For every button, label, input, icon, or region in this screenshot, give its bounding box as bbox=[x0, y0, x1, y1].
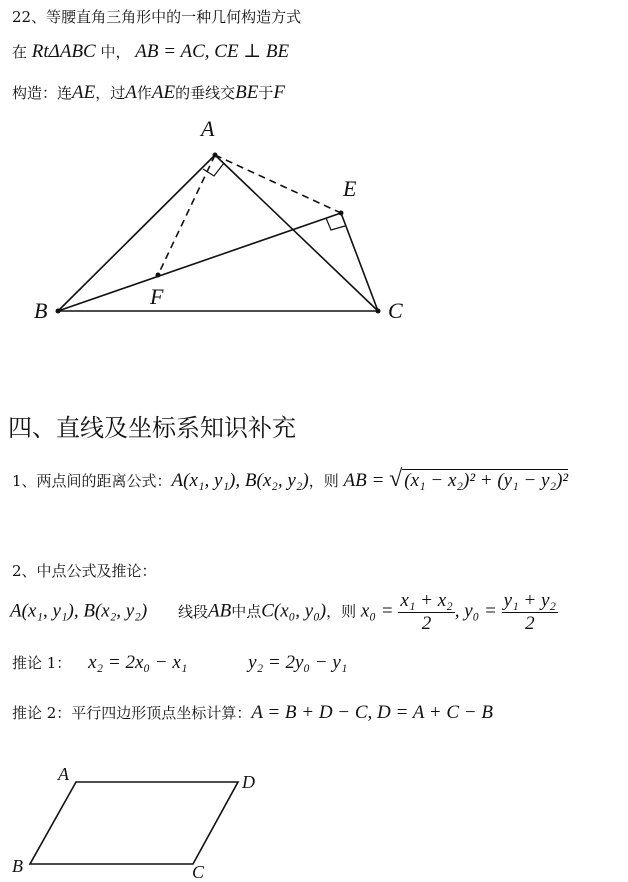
construct-text-1: ，过 bbox=[95, 84, 126, 102]
item1-radicand: (x₁ − x₂)² + (y₁ − y₂)² bbox=[404, 470, 569, 491]
item2-ab: AB bbox=[207, 600, 232, 622]
corollary1-line bbox=[12, 652, 347, 674]
item2-points: A(x₁, y₁), B(x₂, y₂) bbox=[10, 600, 148, 622]
item2-c: C(x₀, y₀) bbox=[261, 600, 327, 622]
given-mid: 中， bbox=[100, 43, 131, 61]
segment-be bbox=[58, 213, 341, 311]
point-c bbox=[376, 309, 381, 314]
segment-af-dashed bbox=[158, 155, 215, 275]
item2-seg: 线段 bbox=[177, 602, 208, 621]
midpoint-formula-line bbox=[10, 590, 558, 635]
para-label-d: D bbox=[242, 772, 255, 792]
item2-mid: 中点 bbox=[231, 602, 262, 621]
point-f bbox=[156, 273, 161, 278]
parallelogram-figure bbox=[0, 760, 628, 882]
x-fraction bbox=[398, 590, 454, 635]
point-b bbox=[56, 309, 61, 314]
para-label-b: B bbox=[12, 856, 23, 876]
label-e: E bbox=[343, 176, 357, 201]
item2-y0: , y₀ = bbox=[454, 600, 497, 622]
y-fraction-num: y₁ + y₂ bbox=[503, 590, 557, 611]
segment-ab bbox=[58, 155, 215, 311]
item1-then: ，则 bbox=[308, 472, 339, 490]
x-fraction-num: x₁ + x₂ bbox=[400, 590, 453, 611]
section-title: 四、直线及坐标系知识补充 bbox=[8, 414, 296, 442]
parallelogram-shape bbox=[30, 782, 238, 864]
segment-ec bbox=[341, 213, 378, 311]
construct-prefix: 构造：连 bbox=[12, 84, 73, 102]
segment-ae-dashed bbox=[215, 155, 341, 213]
construct-ae-2: AE bbox=[151, 82, 176, 103]
point-a bbox=[213, 153, 218, 158]
right-angle-mark-a bbox=[203, 163, 224, 176]
given-prefix: 在 bbox=[12, 43, 28, 61]
distance-formula-line bbox=[12, 466, 568, 493]
cor1-label: 推论 1： bbox=[12, 654, 72, 672]
item2-then: ，则 bbox=[326, 602, 357, 621]
item2-x0: x₀ = bbox=[360, 600, 394, 622]
construct-a: A bbox=[125, 82, 137, 103]
triangle-figure bbox=[0, 110, 628, 340]
problem-title: 22、等腰直角三角形中的一种几何构造方式 bbox=[12, 8, 302, 26]
construction-line bbox=[12, 82, 285, 104]
para-label-a: A bbox=[58, 764, 69, 784]
label-c: C bbox=[388, 298, 403, 323]
construct-text-4: 于 bbox=[258, 84, 274, 102]
item1-label: 1、两点间的距离公式： bbox=[12, 472, 172, 490]
y-fraction-den: 2 bbox=[525, 613, 535, 634]
midpoint-label: 2、中点公式及推论： bbox=[12, 562, 157, 580]
label-b: B bbox=[34, 298, 48, 323]
construct-ae: AE bbox=[72, 82, 96, 103]
y-fraction bbox=[502, 590, 558, 635]
construct-text-3: 的垂线交 bbox=[175, 84, 236, 102]
cor2-formula: A = B + D − C, D = A + C − B bbox=[251, 702, 493, 723]
given-condition: AB = AC, CE ⊥ BE bbox=[135, 41, 290, 62]
item1-points: A(x₁, y₁), B(x₂, y₂) bbox=[171, 470, 309, 491]
right-angle-mark-e bbox=[326, 218, 345, 230]
construct-be: BE bbox=[235, 82, 259, 103]
x-fraction-den: 2 bbox=[421, 613, 432, 634]
construct-text-2: 作 bbox=[136, 84, 152, 102]
corollary2-line bbox=[12, 702, 493, 724]
sqrt-sign-icon: √ bbox=[389, 466, 403, 492]
cor2-label: 推论 2：平行四边形顶点坐标计算： bbox=[12, 704, 252, 722]
label-f: F bbox=[150, 284, 164, 309]
cor1-y: y₂ = 2y₀ − y₁ bbox=[248, 652, 348, 673]
given-line bbox=[12, 40, 289, 63]
construct-f: F bbox=[273, 82, 285, 103]
para-label-c: C bbox=[192, 862, 205, 882]
given-triangle: RtΔABC bbox=[31, 41, 96, 62]
label-a: A bbox=[201, 116, 215, 141]
item1-lhs: AB = bbox=[343, 470, 385, 491]
cor1-x: x₂ = 2x₀ − x₁ bbox=[88, 652, 188, 673]
point-e bbox=[339, 211, 344, 216]
